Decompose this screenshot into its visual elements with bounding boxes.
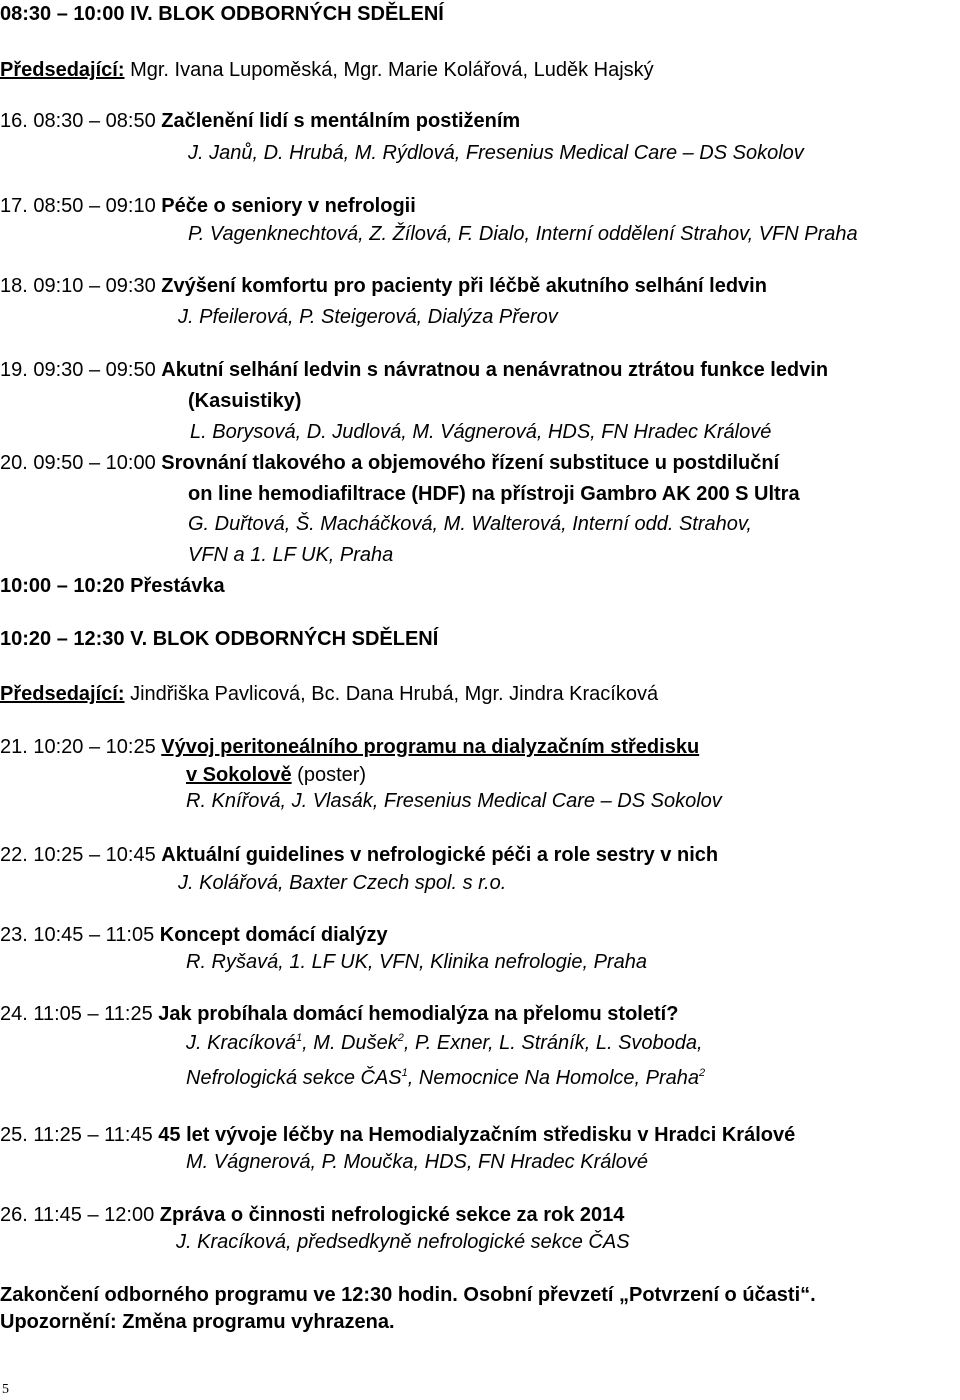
item-num-time: 23. 10:45 – 11:05 — [0, 924, 160, 946]
item-title-cont: v Sokolově — [186, 764, 292, 786]
author-names: , P. Exner, L. Stráník, L. Svoboda, — [403, 1032, 703, 1054]
item-26-title-line — [0, 1203, 624, 1227]
item-title: Aktuální guidelines v nefrologické péči a role sestry v nich — [161, 844, 719, 866]
item-26-authors: J. Kracíková, předsedkyně nefrologické sekce ČAS — [176, 1231, 630, 1253]
item-22-title-line — [0, 843, 718, 867]
block4-heading: 08:30 – 10:00 IV. BLOK ODBORNÝCH SDĚLENÍ — [0, 3, 444, 25]
item-25-authors: M. Vágnerová, P. Moučka, HDS, FN Hradec Králové — [186, 1151, 649, 1173]
item-17-authors: P. Vagenknechtová, Z. Žílová, F. Dialo, Interní oddělení Strahov, VFN Praha — [188, 223, 858, 245]
item-title: Zvýšení komfortu pro pacienty při léčbě akutního selhání ledvin — [161, 275, 767, 297]
affiliation-mark: 1 — [296, 1032, 303, 1044]
item-19-title-line — [0, 358, 828, 382]
item-24-title-line — [0, 1002, 678, 1026]
item-title: Péče o seniory v nefrologii — [161, 195, 416, 217]
item-title: Vývoj peritoneálního programu na dialyzačním středisku — [161, 736, 700, 758]
item-num-time: 17. 08:50 – 09:10 — [0, 195, 162, 217]
block5-chairs — [0, 682, 658, 706]
item-title: Jak probíhala domácí hemodialýza na přelomu století? — [158, 1003, 679, 1025]
item-24-authors — [186, 1031, 703, 1055]
item-num-time: 24. 11:05 – 11:25 — [0, 1003, 159, 1025]
item-18-title-line — [0, 274, 767, 298]
chairs-names: Jindřiška Pavlicová, Bc. Dana Hrubá, Mgr. Jindra Kracíková — [130, 683, 659, 705]
item-num-time: 19. 09:30 – 09:50 — [0, 359, 162, 381]
item-21-authors: R. Knířová, J. Vlasák, Fresenius Medical Care – DS Sokolov — [186, 790, 722, 812]
item-20-title-line — [0, 451, 779, 475]
item-title: Zpráva o činnosti nefrologické sekce za rok 2014 — [159, 1204, 625, 1226]
item-18-authors: J. Pfeilerová, P. Steigerová, Dialýza Přerov — [178, 306, 558, 328]
affiliation-mark: 2 — [397, 1032, 404, 1044]
item-19-authors: L. Borysová, D. Judlová, M. Vágnerová, HDS, FN Hradec Králové — [190, 421, 772, 443]
break-line: 10:00 – 10:20 Přestávka — [0, 575, 225, 597]
item-num-time: 16. 08:30 – 08:50 — [0, 110, 162, 132]
item-23-title-line — [0, 923, 388, 947]
item-num-time: 20. 09:50 – 10:00 — [0, 452, 162, 474]
affiliation: Nefrologická sekce ČAS — [186, 1067, 402, 1089]
item-title: Srovnání tlakového a objemového řízení substituce u postdiluční — [161, 452, 780, 474]
item-22-authors: J. Kolářová, Baxter Czech spol. s r.o. — [178, 872, 507, 894]
author-name: , M. Dušek — [302, 1032, 398, 1054]
closing-note: Zakončení odborného programu ve 12:30 hodin. Osobní převzetí „Potvrzení o účasti“. — [0, 1284, 816, 1306]
author-name: J. Kracíková — [186, 1032, 297, 1054]
item-20-title-cont: on line hemodiafiltrace (HDF) na přístroji Gambro AK 200 S Ultra — [188, 483, 800, 505]
item-num-time: 21. 10:20 – 10:25 — [0, 736, 162, 758]
chairs-label: Předsedající: — [0, 59, 125, 81]
page-number: 5 — [2, 1382, 9, 1397]
item-17-title-line — [0, 194, 416, 218]
item-num-time: 26. 11:45 – 12:00 — [0, 1204, 160, 1226]
item-title: 45 let vývoje léčby na Hemodialyzačním středisku v Hradci Králové — [158, 1124, 796, 1146]
affiliation-mark: 1 — [401, 1067, 408, 1079]
block5-heading: 10:20 – 12:30 V. BLOK ODBORNÝCH SDĚLENÍ — [0, 628, 439, 650]
item-title: Začlenění lidí s mentálním postižením — [161, 110, 521, 132]
item-25-title-line — [0, 1123, 795, 1147]
item-21-title-line — [0, 735, 699, 759]
item-24-affiliations — [186, 1066, 705, 1090]
affiliation-mark: 2 — [699, 1067, 706, 1079]
item-23-authors: R. Ryšavá, 1. LF UK, VFN, Klinika nefrologie, Praha — [186, 951, 647, 973]
item-21-title-cont — [186, 763, 366, 787]
item-16-title-line — [0, 109, 520, 133]
item-20-authors: G. Duřtová, Š. Macháčková, M. Walterová, Interní odd. Strahov, — [188, 513, 752, 535]
chairs-names: Mgr. Ivana Lupoměská, Mgr. Marie Kolářová, Luděk Hajský — [130, 59, 654, 81]
block4-chairs — [0, 58, 654, 82]
item-20-authors-cont: VFN a 1. LF UK, Praha — [188, 544, 394, 566]
item-num-time: 25. 11:25 – 11:45 — [0, 1124, 159, 1146]
item-16-authors: J. Janů, D. Hrubá, M. Rýdlová, Fresenius Medical Care – DS Sokolov — [188, 142, 804, 164]
item-title: Akutní selhání ledvin s návratnou a nenávratnou ztrátou funkce ledvin — [161, 359, 829, 381]
change-notice: Upozornění: Změna programu vyhrazena. — [0, 1311, 395, 1333]
affiliation: , Nemocnice Na Homolce, Praha — [407, 1067, 700, 1089]
chairs-label: Předsedající: — [0, 683, 125, 705]
item-title-suffix: (poster) — [291, 764, 367, 786]
item-num-time: 18. 09:10 – 09:30 — [0, 275, 162, 297]
item-num-time: 22. 10:25 – 10:45 — [0, 844, 162, 866]
item-title: Koncept domácí dialýzy — [159, 924, 388, 946]
item-19-title-cont: (Kasuistiky) — [188, 390, 302, 412]
